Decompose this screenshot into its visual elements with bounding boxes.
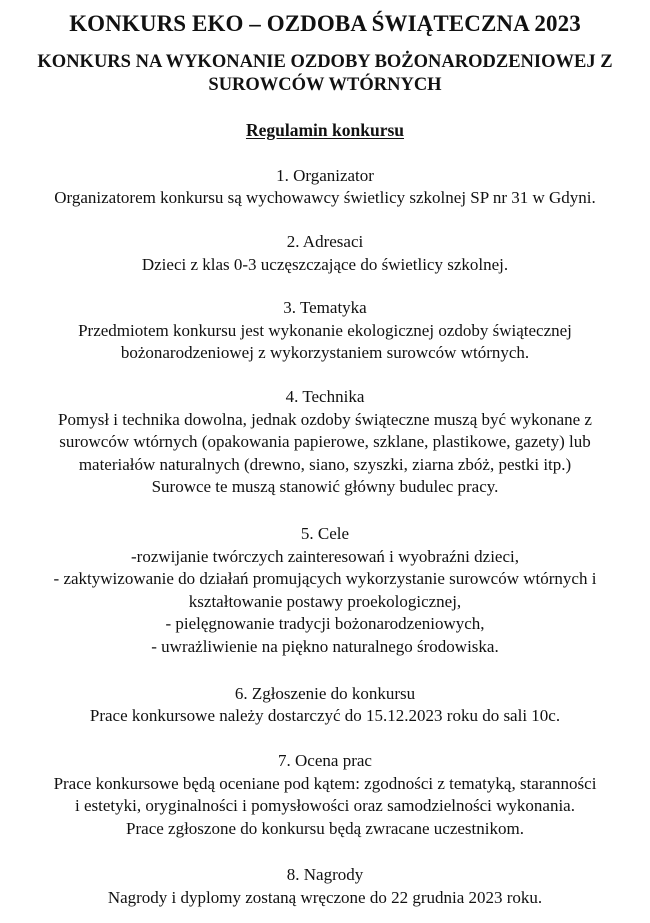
section-line: surowców wtórnych (opakowania papierowe, szklane, plastikowe, gazety) lub xyxy=(59,432,591,452)
section-body xyxy=(8,773,642,841)
section-heading: 1. Organizator xyxy=(276,165,374,185)
regulations-heading: Regulamin konkursu xyxy=(245,119,405,140)
section-ocena-prac xyxy=(8,750,642,840)
section-heading: 7. Ocena prac xyxy=(278,750,372,770)
page-subtitle-line-2: SUROWCÓW WTÓRNYCH xyxy=(208,75,442,96)
page-subtitle-line-1: KONKURS NA WYKONANIE OZDOBY BOŻONARODZENIOWEJ Z xyxy=(37,52,613,73)
section-line: Prace konkursowe należy dostarczyć do 15.12.2023 roku do sali 10c. xyxy=(89,706,561,726)
section-cele xyxy=(8,523,642,659)
section-heading: 6. Zgłoszenie do konkursu xyxy=(234,683,416,703)
section-line: materiałów naturalnych (drewno, siano, szyszki, ziarna zbóż, pestki itp.) xyxy=(78,454,572,474)
section-heading: 3. Tematyka xyxy=(283,298,367,318)
page-title: KONKURS EKO – OZDOBA ŚWIĄTECZNA 2023 xyxy=(69,11,581,36)
section-zgloszenie xyxy=(8,683,642,728)
page-subtitle xyxy=(8,51,642,98)
section-line: kształtowanie postawy proekologicznej, xyxy=(188,591,462,611)
section-line: -rozwijanie twórczych zainteresowań i wyobraźni dzieci, xyxy=(131,546,519,566)
section-body xyxy=(8,320,642,365)
section-body xyxy=(8,546,642,659)
section-heading: 2. Adresaci xyxy=(286,231,364,251)
section-line: Prace konkursowe będą oceniane pod kątem: zgodności z tematyką, staranności xyxy=(53,773,597,793)
section-line: bożonarodzeniowej z wykorzystaniem surowców wtórnych. xyxy=(120,343,530,363)
section-heading: 4. Technika xyxy=(285,386,365,406)
section-line: Surowce te muszą stanowić główny budulec pracy. xyxy=(151,477,499,497)
section-body xyxy=(8,705,642,728)
section-heading: 5. Cele xyxy=(300,524,350,544)
section-line: i estetyki, oryginalności i pomysłowości oraz samodzielności wykonania. xyxy=(75,796,575,816)
section-heading: 8. Nagrody xyxy=(286,865,364,885)
section-organizator xyxy=(8,165,642,210)
section-adresaci xyxy=(8,231,642,276)
section-line: Dzieci z klas 0-3 uczęszczające do świetlicy szkolnej. xyxy=(141,254,509,274)
section-line: Prace zgłoszone do konkursu będą zwracane uczestnikom. xyxy=(126,818,524,838)
section-line: Organizatorem konkursu są wychowawcy świetlicy szkolnej SP nr 31 w Gdyni. xyxy=(54,188,596,208)
section-technika xyxy=(8,386,642,499)
section-line: - zaktywizowanie do działań promujących wykorzystanie surowców wtórnych i xyxy=(53,569,597,589)
section-body xyxy=(8,187,642,210)
section-line: - uwrażliwienie na piękno naturalnego środowiska. xyxy=(151,637,499,657)
section-body xyxy=(8,887,642,910)
section-line: Pomysł i technika dowolna, jednak ozdoby świąteczne muszą być wykonane z xyxy=(58,409,592,429)
section-line: Nagrody i dyplomy zostaną wręczone do 22 grudnia 2023 roku. xyxy=(107,887,543,907)
section-line: Przedmiotem konkursu jest wykonanie ekologicznej ozdoby świątecznej xyxy=(78,320,572,340)
section-tematyka xyxy=(8,297,642,365)
section-body xyxy=(8,254,642,277)
section-nagrody xyxy=(8,864,642,909)
section-line: - pielęgnowanie tradycji bożonarodzeniowych, xyxy=(165,614,485,634)
section-body xyxy=(8,409,642,499)
